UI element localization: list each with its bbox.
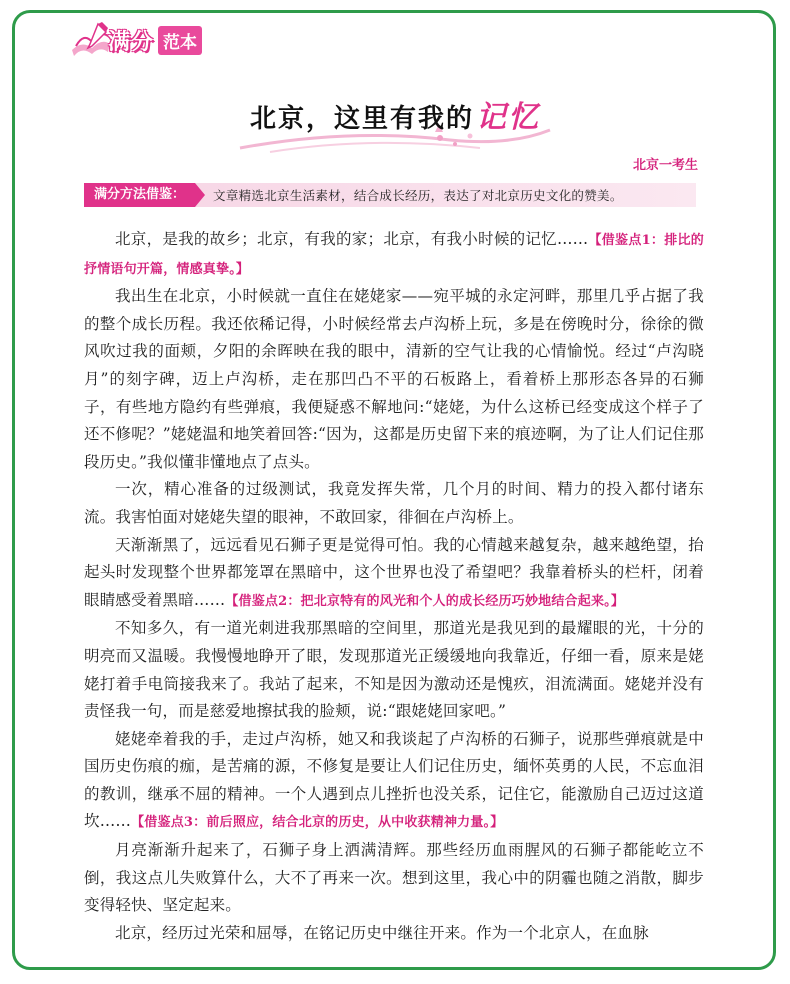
- paragraph: [84, 283, 704, 476]
- annotation-note: 【借鉴点1：排比的抒情语句开篇，情感真挚。】: [84, 233, 704, 277]
- paragraph-text: 月亮渐渐升起来了，石狮子身上洒满清辉。那些经历血雨腥风的石狮子都能屹立不倒，我这点儿失败算什么，大不了再来一次。想到这里，我心中的阴霾也随之消散，脚步变得轻快、坚定起来。: [84, 841, 704, 915]
- paragraph: [84, 726, 704, 837]
- paragraph-text: 姥姥牵着我的手，走过卢沟桥，她又和我谈起了卢沟桥的石狮子，说那些弹痕就是中国历史伤痕的痂，是苦痛的源，不修复是要让人们记住历史，缅怀英勇的人民，不忘血泪的教训，继承不屈的精神。一个人遇到点儿挫折也没关系，记住它，能激励自己迈过这道坎……: [84, 729, 704, 831]
- paragraph: [84, 476, 704, 531]
- annotation-note: 【借鉴点2：把北京特有的风光和个人的成长经历巧妙地结合起来。】: [225, 593, 625, 609]
- paragraph: [84, 226, 704, 283]
- paragraph: [84, 837, 704, 920]
- method-text: 文章精选北京生活素材，结合成长经历，表达了对北京历史文化的赞美。: [213, 188, 623, 203]
- paragraph: [84, 615, 704, 725]
- paragraph: [84, 532, 704, 616]
- badge-label-main: 满分: [108, 29, 155, 55]
- paragraph-text: 北京，是我的故乡；北京，有我的家；北京，有我小时候的记忆……: [115, 230, 589, 248]
- paragraph-text: 天渐渐黑了，远远看见石狮子更是觉得可怕。我的心情越来越复杂，越来越绝望，抬起头时发现整个世界都笼罩在黑暗中，这个世界也没了希望吧？我靠着桥头的栏杆，闭着眼睛感受着黑暗……: [84, 535, 704, 609]
- author-byline: 北京一考生: [632, 158, 698, 173]
- title-main: 北京，这里有我的: [249, 104, 474, 134]
- paragraph: [84, 920, 704, 948]
- title-accent: 记忆: [476, 100, 540, 135]
- essay-body: [84, 226, 704, 947]
- paragraph-text: 我出生在北京，小时候就一直住在姥姥家——宛平城的永定河畔，那里几乎占据了我的整个成长历程。我还依稀记得，小时候经常去卢沟桥上玩，多是在傍晚时分，徐徐的微风吹过我的面颊，夕阳的余晖映在我的眼中，清新的空气让我的心情愉悦。经过“卢沟晓月”的刻字碑，迈上卢沟桥，走在那凹凸不平的石板路上，看着桥上那形态各异的石狮子，有些地方隐约有些弹痕，我便疑惑不解地问:“姥姥，为什么这桥已经变成这个样子了还不修呢？”姥姥温和地笑着回答:“因为，这都是历史留下来的痕迹啊，为了让人们记住那段历史。”我似懂非懂地点了点头。: [84, 287, 704, 471]
- section-badge: [68, 20, 202, 60]
- badge-label-tag: 范本: [158, 26, 202, 55]
- method-label: 满分方法借鉴：: [84, 183, 195, 207]
- paragraph-text: 北京，经历过光荣和屈辱，在铭记历史中继往开来。作为一个北京人，在血脉: [115, 923, 649, 942]
- page-title: [250, 92, 540, 136]
- paragraph-text: 一次，精心准备的过级测试，我竟发挥失常，几个月的时间、精力的投入都付诸东流。我害怕面对姥姥失望的眼神，不敢回家，徘徊在卢沟桥上。: [84, 480, 704, 526]
- annotation-note: 【借鉴点3：前后照应，结合北京的历史，从中收获精神力量。】: [131, 815, 504, 831]
- paragraph-text: 不知多久，有一道光刺进我那黑暗的空间里，那道光是我见到的最耀眼的光，十分的明亮而又温暖。我慢慢地睁开了眼，发现那道光正缓缓地向我靠近，仔细一看，原来是姥姥打着手电筒接我来了。我站了起来，不知是因为激动还是愧疚，泪流满面。姥姥并没有责怪我一句，而是慈爱地擦拭我的脸颊，说:“跟姥姥回家吧。”: [84, 619, 704, 721]
- method-banner: [84, 183, 696, 207]
